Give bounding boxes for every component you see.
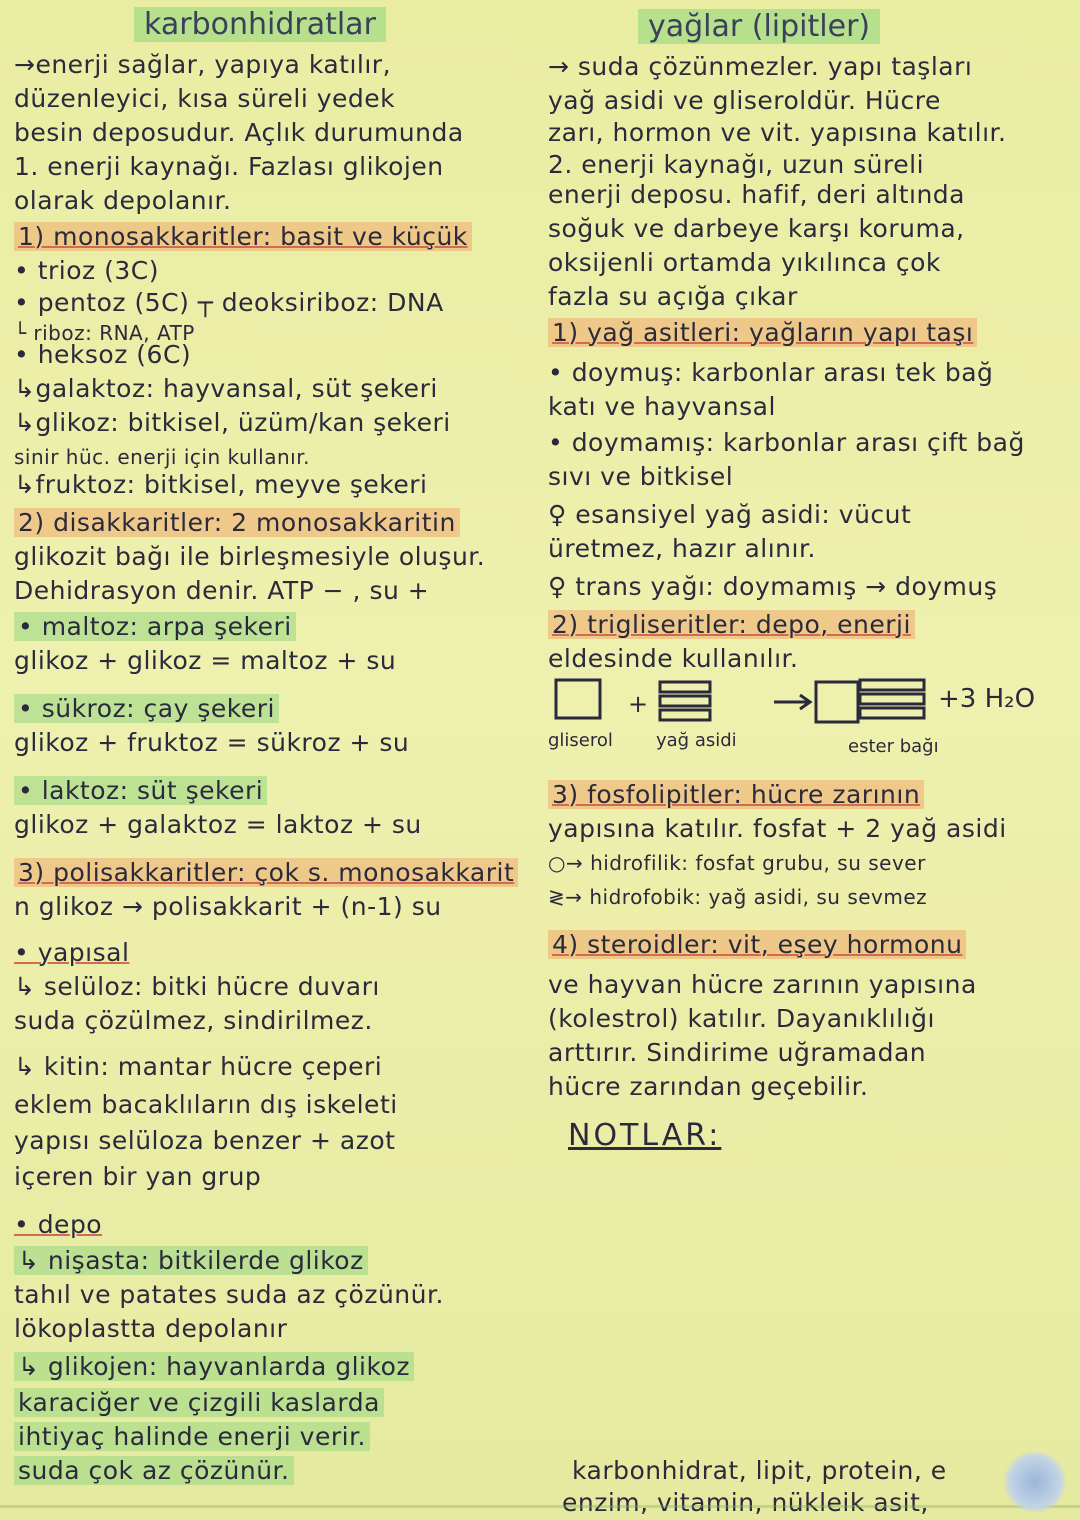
bottom-divider [0,1505,1080,1508]
steroids-heading: 4) steroidler: vit, eşey hormonu [548,930,966,959]
note-line: zarı, hormon ve vit. yapısına katılır. [548,118,1007,147]
fatty-acids-heading: 1) yağ asitleri: yağların yapı taşı [548,318,977,347]
note-line: ↳galaktoz: hayvansal, süt şekeri [14,374,438,403]
glycerol-box [556,680,600,718]
note-line: suda çözülmez, sindirilmez. [14,1006,373,1035]
note-line: • pentoz (5C) ┬ deoksiriboz: DNA [14,288,444,317]
note-line: ↳glikoz: bitkisel, üzüm/kan şekeri [14,408,451,437]
ester-bond-label: ester bağı [848,736,939,757]
note-line: • doymuş: karbonlar arası tek bağ [548,358,994,387]
plus-sign: + [628,690,649,718]
note-line: • maltoz: arpa şekeri [14,612,296,642]
polysaccharides-heading: 3) polisakkaritler: çok s. monosakkarit [14,858,518,887]
note-line: besin deposudur. Açlık durumunda [14,118,464,147]
note-line: glikozit bağı ile birleşmesiyle oluşur. [14,542,486,571]
note-line: düzenleyici, kısa süreli yedek [14,84,396,113]
note-line: ≷→ hidrofobik: yağ asidi, su sevmez [548,885,928,909]
triglyceride-diagram [548,672,1074,762]
triglycerides-heading: 2) trigliseritler: depo, enerji [548,610,915,639]
triglyceride-glycerol-box [816,682,858,722]
water-label: +3 H₂O [938,684,1036,714]
note-line: • depo [14,1210,103,1239]
ink-stain [1000,1452,1070,1512]
glycerol-label: gliserol [548,730,613,751]
note-line: ↳ nişasta: bitkilerde glikoz [14,1246,368,1276]
note-line: • doymamış: karbonlar arası çift bağ [548,428,1025,457]
note-line: 1. enerji kaynağı. Fazlası glikojen [14,152,444,181]
lipids-title: yağlar (lipitler) [638,10,880,44]
note-line: katı ve hayvansal [548,392,776,421]
note-line: 2. enerji kaynağı, uzun süreli [548,150,925,179]
note-line: →enerji sağlar, yapıya katılır, [14,50,392,79]
note-line: Dehidrasyon denir. ATP − , su + [14,576,430,605]
note-line: sıvı ve bitkisel [548,462,734,491]
note-line: ♀ trans yağı: doymamış → doymuş [548,572,998,601]
note-line: ↳ glikojen: hayvanlarda glikoz [14,1352,414,1382]
note-line: glikoz + galaktoz = laktoz + su [14,810,422,839]
note-line: yapısı selüloza benzer + azot [14,1126,396,1155]
note-line: n glikoz → polisakkarit + (n-1) su [14,892,442,921]
note-line: ○→ hidrofilik: fosfat grubu, su sever [548,851,926,875]
section-heading [548,780,924,810]
section-heading [14,508,460,538]
note-line: üretmez, hazır alınır. [548,534,816,563]
fatty-acid-stack [660,682,710,720]
note-line: • heksoz (6C) [14,340,192,369]
carbohydrates-title: karbonhidratlar [134,8,386,42]
section-heading [14,858,518,888]
note-line: tahıl ve patates suda az çözünür. [14,1280,444,1309]
section-heading [14,222,472,252]
note-line: • laktoz: süt şekeri [14,776,267,806]
note-line: eklem bacaklıların dış iskeleti [14,1090,398,1119]
note-line: ihtiyaç halinde enerji verir. [14,1422,370,1452]
summary-line: karbonhidrat, lipit, protein, e [572,1456,947,1485]
fatty-acid-label: yağ asidi [656,730,737,751]
note-line: (kolestrol) katılır. Dayanıklılığı [548,1004,935,1033]
summary-line: enzim, vitamin, nükleik asit, [562,1488,929,1517]
notes-title: NOTLAR: [568,1118,722,1153]
note-line: soğuk ve darbeye karşı koruma, [548,214,965,243]
monosaccharides-heading: 1) monosakkaritler: basit ve küçük [14,222,472,251]
note-line: suda çok az çözünür. [14,1456,294,1486]
note-line: ve hayvan hücre zarının yapısına [548,970,977,999]
note-line: oksijenli ortamda yıkılınca çok [548,248,941,277]
note-line: ♀ esansiyel yağ asidi: vücut [548,500,912,529]
note-line: enerji deposu. hafif, deri altında [548,180,965,209]
note-line: → suda çözünmezler. yapı taşları [548,52,973,81]
section-heading [548,930,966,960]
note-line: ↳ kitin: mantar hücre çeperi [14,1052,383,1081]
note-line: yağ asidi ve gliseroldür. Hücre [548,86,941,115]
note-line: karaciğer ve çizgili kaslarda [14,1388,384,1418]
note-line: yapısına katılır. fosfat + 2 yağ asidi [548,814,1007,843]
note-line: hücre zarından geçebilir. [548,1072,869,1101]
note-line: • yapısal [14,938,130,967]
note-line: içeren bir yan grup [14,1162,262,1191]
note-line: lökoplastta depolanır [14,1314,288,1343]
note-line: olarak depolanır. [14,186,232,215]
note-line: └ riboz: RNA, ATP [14,321,195,345]
note-line: eldesinde kullanılır. [548,644,799,673]
note-line: glikoz + fruktoz = sükroz + su [14,728,410,757]
note-line: ↳ selüloz: bitki hücre duvarı [14,972,380,1001]
phospholipids-heading: 3) fosfolipitler: hücre zarının [548,780,924,809]
triglyceride-fatty-acids [860,680,924,718]
note-line: glikoz + glikoz = maltoz + su [14,646,397,675]
note-line: fazla su açığa çıkar [548,282,798,311]
note-line: ↳fruktoz: bitkisel, meyve şekeri [14,470,428,499]
note-line: • trioz (3C) [14,256,159,285]
note-line: • sükroz: çay şekeri [14,694,279,724]
note-line: sinir hüc. enerji için kullanır. [14,445,310,469]
note-line: arttırır. Sindirime uğramadan [548,1038,927,1067]
section-heading [548,610,915,640]
section-heading [548,318,977,348]
disaccharides-heading: 2) disakkaritler: 2 monosakkaritin [14,508,460,537]
